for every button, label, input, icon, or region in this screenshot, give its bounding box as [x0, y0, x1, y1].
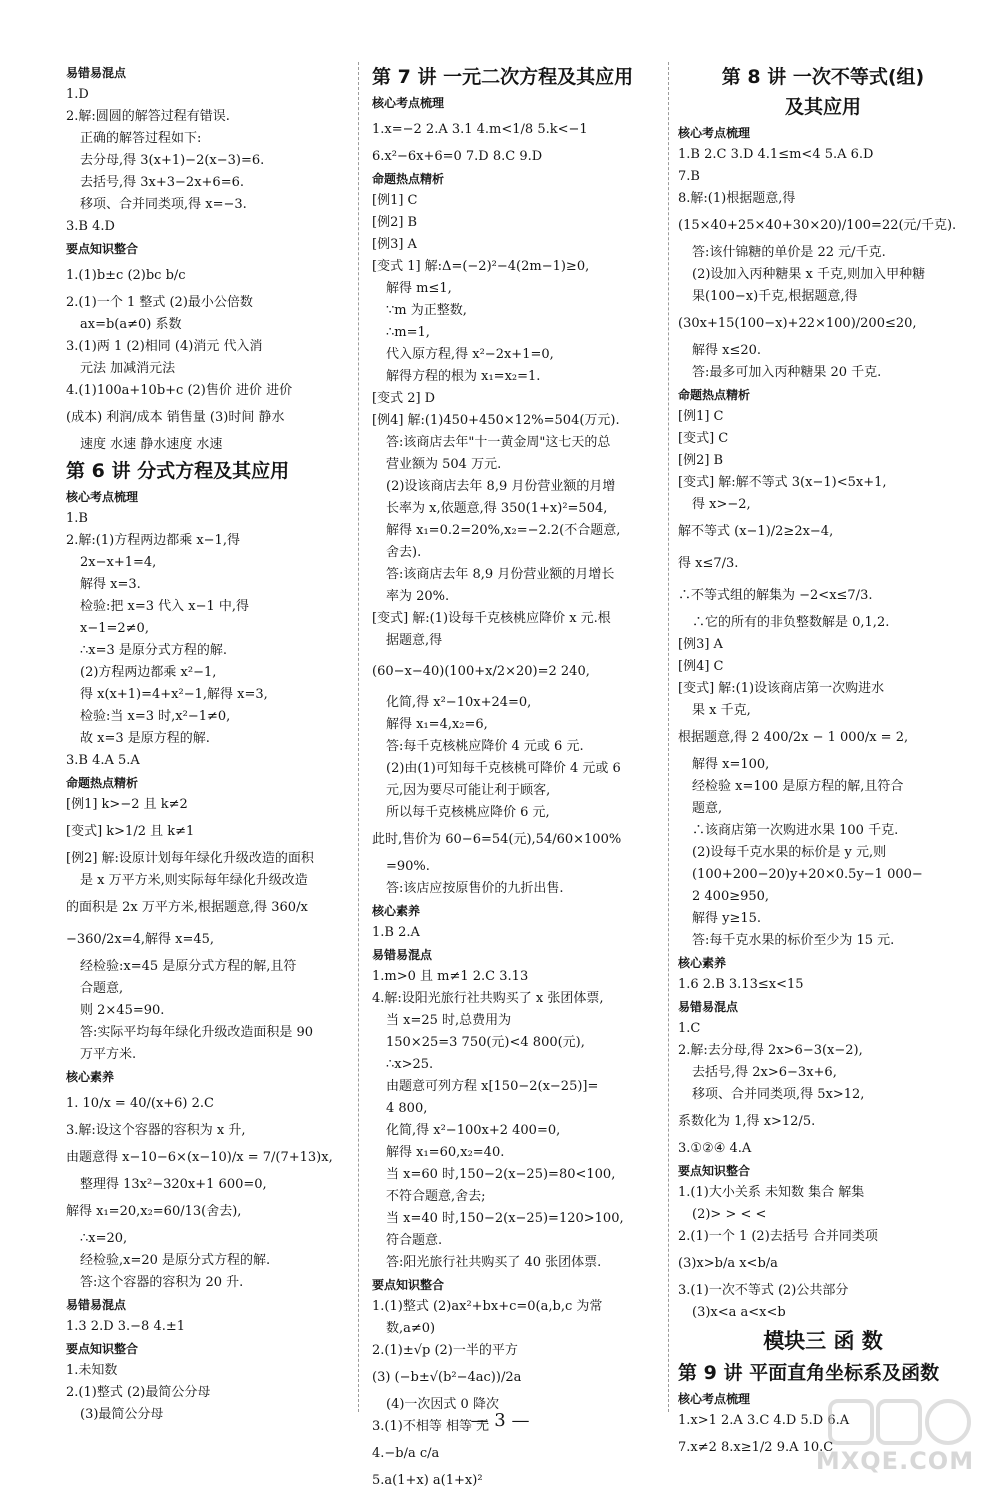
- answer-line: 2.解:圆圆的解答过程有错误.: [66, 109, 230, 124]
- answer-line: 舍去).: [386, 545, 422, 560]
- section-heading: 核心素养: [372, 904, 421, 918]
- lecture-title: 第 6 讲 分式方程及其应用: [66, 460, 290, 482]
- answer-line: 1.x>1 2.A 3.C 4.D 5.D 6.A: [678, 1413, 850, 1428]
- answer-line: 检验:把 x=3 代入 x−1 中,得: [80, 599, 250, 614]
- watermark-icon: [800, 1395, 990, 1451]
- lecture-title: 第 8 讲 一次不等式(组): [721, 66, 925, 88]
- answer-line: (100+200−20)y+20×0.5y−1 000−: [692, 867, 923, 882]
- answer-line: 由题意可列方程 x[150−2(x−25)]=: [386, 1079, 599, 1094]
- answer-line: 解得 x₁=0.2=20%,x₂=−2.2(不合题意,: [386, 523, 621, 538]
- answer-line: 1.(1)b±c (2)bc b/c: [66, 268, 186, 283]
- answer-line: [例1] C: [678, 409, 724, 424]
- answer-line: (2)设每千克水果的标价是 y 元,则: [692, 845, 887, 860]
- answer-line: 答:实际平均每年绿化升级改造面积是 90: [80, 1025, 314, 1040]
- answer-line: 化简,得 x²−10x+24=0,: [386, 695, 532, 710]
- answer-line: ∵m 为正整数,: [386, 303, 467, 318]
- answer-line: 检验:当 x=3 时,x²−1≠0,: [80, 709, 231, 724]
- answer-line: ∴x>25.: [386, 1057, 434, 1072]
- right-column: [678, 62, 968, 1464]
- answer-line: 此时,售价为 60−6=54(元),54/60×100%: [372, 832, 622, 847]
- answer-line: 1.B: [66, 511, 88, 526]
- lecture-title: 第 7 讲 一元二次方程及其应用: [372, 66, 634, 88]
- module-title: 模块三 函 数: [763, 1329, 883, 1353]
- answer-line: 元法 加减消元法: [80, 361, 176, 376]
- answer-line: 果 x 千克,: [692, 703, 751, 718]
- answer-line: [例4] 解:(1)450+450×12%=504(万元).: [372, 413, 620, 428]
- answer-line: 2.(1)一个 1 (2)去括号 合并同类项: [678, 1229, 878, 1244]
- answer-line: (3)x>b/a x<b/a: [678, 1256, 778, 1271]
- lecture-title: 及其应用: [784, 96, 861, 118]
- answer-line: 3.(1)两 1 (2)相同 (4)消元 代入消: [66, 339, 263, 354]
- answer-line: 果(100−x)千克,根据题意,得: [692, 289, 858, 304]
- answer-line: 经检验 x=100 是原方程的解,且符合: [692, 779, 904, 794]
- answer-line: 当 x=40 时,150−2(x−25)=120>100,: [386, 1211, 624, 1226]
- answer-line: 3.①②④ 4.A: [678, 1141, 752, 1156]
- section-heading: 易错易混点: [66, 66, 127, 80]
- answer-line: (3)x<a a<x<b: [692, 1305, 786, 1320]
- answer-line: 得 x>−2,: [692, 497, 751, 512]
- answer-line: 根据题意,得 2 400/2x − 1 000/x = 2,: [678, 730, 909, 745]
- answer-line: 代入原方程,得 x²−2x+1=0,: [386, 347, 554, 362]
- answer-line: 是 x 万平方米,则实际每年绿化升级改造: [80, 873, 308, 888]
- answer-line: 3.B 4.A 5.A: [66, 753, 140, 768]
- answer-line: (15×40+25×40+30×20)/100=22(元/千克).: [678, 218, 957, 233]
- section-heading: 要点知识整合: [372, 1278, 445, 1292]
- answer-line: ax=b(a≠0) 系数: [80, 317, 182, 332]
- answer-line: (2)方程两边都乘 x²−1,: [80, 665, 217, 680]
- answer-line: 解得 x=100,: [692, 757, 770, 772]
- answer-line: (60−x−40)(100+x/2×20)=2 240,: [372, 664, 590, 679]
- lecture-title: 第 9 讲 平面直角坐标系及函数: [678, 1362, 940, 1384]
- answer-line: 由题意得 x−10−6×(x−10)/x = 7/(7+13)x,: [66, 1150, 333, 1165]
- answer-line: 得 x(x+1)=4+x²−1,解得 x=3,: [80, 687, 268, 702]
- answer-line: 当 x=60 时,150−2(x−25)=80<100,: [386, 1167, 616, 1182]
- answer-line: 答:该什锦糖的单价是 22 元/千克.: [692, 245, 886, 260]
- answer-line: ∴不等式组的解集为 −2<x≤7/3.: [678, 588, 873, 603]
- column-divider: [668, 62, 669, 1412]
- answer-line: 移项、合并同类项,得 x=−3.: [80, 197, 247, 212]
- answer-line: 2.解:(1)方程两边都乘 x−1,得: [66, 533, 240, 548]
- answer-line: 去括号,得 2x>6−3x+6,: [692, 1065, 837, 1080]
- answer-line: (30x+15(100−x)+22×100)/200≤20,: [678, 316, 917, 331]
- answer-line: 答:每千克水果的标价至少为 15 元.: [692, 933, 895, 948]
- answer-line: 1.m>0 且 m≠1 2.C 3.13: [372, 969, 529, 984]
- answer-line: 1.x=−2 2.A 3.1 4.m<1/8 5.k<−1: [372, 122, 588, 137]
- answer-line: −360/2x=4,解得 x=45,: [66, 932, 215, 947]
- answer-line: [变式] 解:(1)设该商店第一次购进水: [678, 681, 885, 696]
- answer-line: 1. 10/x = 40/(x+6) 2.C: [66, 1096, 214, 1111]
- answer-line: 答:阳光旅行社共购买了 40 张团体票.: [386, 1255, 602, 1270]
- section-heading: 要点知识整合: [66, 242, 139, 256]
- answer-line: 合题意,: [80, 981, 124, 996]
- answer-line: 1.(1)整式 (2)ax²+bx+c=0(a,b,c 为常: [372, 1299, 603, 1314]
- answer-line: 3.(1)不相等 相等 无: [372, 1419, 490, 1434]
- answer-line: 移项、合并同类项,得 5x>12,: [692, 1087, 865, 1102]
- answer-line: [例3] A: [372, 237, 417, 252]
- section-heading: 易错易混点: [66, 1298, 127, 1312]
- answer-line: 答:每千克核桃应降价 4 元或 6 元.: [386, 739, 584, 754]
- answer-line: [例1] k>−2 且 k≠2: [66, 797, 188, 812]
- answer-line: 不符合题意,舍去;: [386, 1189, 486, 1204]
- answer-line: ∴x=20,: [80, 1231, 128, 1246]
- answer-line: 1.3 2.D 3.−8 4.±1: [66, 1319, 186, 1334]
- answer-line: 3.B 4.D: [66, 219, 115, 234]
- answer-line: 4.(1)100a+10b+c (2)售价 进价 进价: [66, 383, 293, 398]
- section-heading: 命题热点精析: [678, 388, 751, 402]
- section-heading: 要点知识整合: [678, 1164, 751, 1178]
- answer-line: 题意,: [692, 801, 723, 816]
- answer-line: 去括号,得 3x+3−2x+6=6.: [80, 175, 244, 190]
- watermark-logo: [800, 1395, 990, 1475]
- answer-line: 1.B 2.A: [372, 925, 420, 940]
- section-heading: 核心考点梳理: [678, 126, 751, 140]
- answer-line: 8.解:(1)根据题意,得: [678, 191, 796, 206]
- answer-line: 6.x²−6x+6=0 7.D 8.C 9.D: [372, 149, 543, 164]
- left-column: [66, 62, 346, 1426]
- answer-line: ∴该商店第一次购进水果 100 千克.: [692, 823, 899, 838]
- answer-line: 3.解:设这个容器的容积为 x 升,: [66, 1123, 246, 1138]
- answer-line: 4.−b/a c/a: [372, 1446, 440, 1461]
- answer-line: 答:该商店去年 8,9 月份营业额的月增长: [386, 567, 615, 582]
- answer-line: (成本) 利润/成本 销售量 (3)时间 静水: [66, 410, 285, 425]
- section-heading: 要点知识整合: [66, 1342, 139, 1356]
- answer-line: x−1=2≠0,: [80, 621, 149, 636]
- answer-line: [变式 1] 解:Δ=(−2)²−4(2m−1)≥0,: [372, 259, 590, 274]
- answer-line: 化简,得 x²−100x+2 400=0,: [386, 1123, 561, 1138]
- answer-line: [变式] k>1/2 且 k≠1: [66, 824, 195, 839]
- answer-line: 速度 水速 静水速度 水速: [80, 437, 223, 452]
- answer-line: 2x−x+1=4,: [80, 555, 157, 570]
- answer-line: 2.(1)±√p (2)一半的平方: [372, 1343, 518, 1358]
- answer-line: 1.B 2.C 3.D 4.1≤m<4 5.A 6.D: [678, 147, 874, 162]
- answer-line: 2.解:去分母,得 2x>6−3(x−2),: [678, 1043, 863, 1058]
- answer-line: (2)> > < <: [692, 1207, 767, 1222]
- answer-line: 2.(1)一个 1 整式 (2)最小公倍数: [66, 295, 253, 310]
- section-heading: 易错易混点: [372, 948, 433, 962]
- answer-line: 7.B: [678, 169, 700, 184]
- answer-line: 5.a(1+x) a(1+x)²: [372, 1473, 483, 1488]
- answer-line: 解得方程的根为 x₁=x₂=1.: [386, 369, 541, 384]
- answer-line: 答:这个容器的容积为 20 升.: [80, 1275, 244, 1290]
- answer-line: [例2] 解:设原计划每年绿化升级改造的面积: [66, 851, 314, 866]
- answer-line: 1.D: [66, 87, 89, 102]
- answer-line: [变式] 解:(1)设每千克核桃应降价 x 元.根: [372, 611, 611, 626]
- middle-column: [372, 62, 660, 1492]
- answer-line: 4 800,: [386, 1101, 428, 1116]
- answer-line: (4)一次因式 0 降次: [386, 1397, 499, 1412]
- answer-line: 答:该店应按原售价的九折出售.: [386, 881, 564, 896]
- answer-line: 解不等式 (x−1)/2≥2x−4,: [678, 524, 834, 539]
- answer-line: ∴x=3 是原分式方程的解.: [80, 643, 228, 658]
- section-heading: 命题热点精析: [372, 172, 445, 186]
- answer-line: ∴m=1,: [386, 325, 430, 340]
- section-heading: 核心素养: [66, 1070, 115, 1084]
- answer-line: (3)最简公分母: [80, 1407, 164, 1422]
- answer-line: [变式 2] D: [372, 391, 436, 406]
- answer-line: 1.未知数: [66, 1363, 118, 1378]
- watermark-text: MXQE.COM: [815, 1447, 975, 1475]
- answer-line: [变式] C: [678, 431, 729, 446]
- answer-line: 系数化为 1,得 x>12/5.: [678, 1114, 816, 1129]
- answer-line: 经检验,x=20 是原分式方程的解.: [80, 1253, 271, 1268]
- answer-line: 1.6 2.B 3.13≤x<15: [678, 977, 804, 992]
- answer-line: 去分母,得 3(x+1)−2(x−3)=6.: [80, 153, 265, 168]
- answer-line: 解得 x₁=60,x₂=40.: [386, 1145, 505, 1160]
- answer-line: (2)由(1)可知每千克核桃可降价 4 元或 6: [386, 761, 621, 776]
- answer-line: 答:该商店去年"十一黄金周"这七天的总: [386, 435, 611, 450]
- answer-line: 则 2×45=90.: [80, 1003, 165, 1018]
- answer-line: 营业额为 504 万元.: [386, 457, 502, 472]
- answer-line: 4.解:设阳光旅行社共购买了 x 张团体票,: [372, 991, 604, 1006]
- answer-line: [例4] C: [678, 659, 724, 674]
- page-number: — 3 —: [470, 1410, 530, 1431]
- column-divider: [358, 62, 359, 1412]
- answer-line: 正确的解答过程如下:: [80, 131, 202, 146]
- answer-line: [例2] B: [678, 453, 724, 468]
- answer-line: 解得 x₁=4,x₂=6,: [386, 717, 488, 732]
- answer-line: 长率为 x,依题意,得 350(1+x)²=504,: [386, 501, 608, 516]
- answer-line: =90%.: [386, 859, 430, 874]
- answer-line: 元,因为要尽可能让利于顾客,: [386, 783, 551, 798]
- answer-line: ∴它的所有的非负整数解是 0,1,2.: [692, 615, 890, 630]
- answer-line: 150×25=3 750(元)<4 800(元),: [386, 1035, 585, 1050]
- answer-line: (2)设加入丙种糖果 x 千克,则加入甲种糖: [692, 267, 926, 282]
- answer-line: 得 x≤7/3.: [678, 556, 739, 571]
- answer-line: [例3] A: [678, 637, 723, 652]
- answer-line: 解得 x≤20.: [692, 343, 762, 358]
- answer-line: [例1] C: [372, 193, 418, 208]
- answer-line: (2)设该商店去年 8,9 月份营业额的月增: [386, 479, 616, 494]
- answer-line: 1.(1)大小关系 未知数 集合 解集: [678, 1185, 865, 1200]
- answer-line: 7.x≠2 8.x≥1/2 9.A 10.C: [678, 1440, 834, 1455]
- answer-line: 率为 20%.: [386, 589, 450, 604]
- answer-line: [变式] 解:解不等式 3(x−1)<5x+1,: [678, 475, 887, 490]
- answer-line: 解得 y≥15.: [692, 911, 762, 926]
- answer-line: (3) (−b±√(b²−4ac))/2a: [372, 1370, 522, 1385]
- answer-line: 解得 x₁=20,x₂=60/13(舍去),: [66, 1204, 242, 1219]
- answer-line: 故 x=3 是原方程的解.: [80, 731, 210, 746]
- answer-line: 答:最多可加入丙种糖果 20 千克.: [692, 365, 882, 380]
- section-heading: 核心考点梳理: [372, 96, 445, 110]
- answer-line: 数,a≠0): [386, 1321, 436, 1336]
- answer-line: 3.(1)一次不等式 (2)公共部分: [678, 1283, 849, 1298]
- answer-line: 经检验:x=45 是原分式方程的解,且符: [80, 959, 297, 974]
- section-heading: 命题热点精析: [66, 776, 139, 790]
- answer-line: 解得 m≤1,: [386, 281, 452, 296]
- answer-line: 整理得 13x²−320x+1 600=0,: [80, 1177, 267, 1192]
- section-heading: 易错易混点: [678, 1000, 739, 1014]
- answer-line: 2 400≥950,: [692, 889, 770, 904]
- answer-line: 当 x=25 时,总费用为: [386, 1013, 512, 1028]
- answer-line: 万平方米.: [80, 1047, 137, 1062]
- answer-line: 的面积是 2x 万平方米,根据题意,得 360/x: [66, 900, 308, 915]
- answer-line: 符合题意.: [386, 1233, 443, 1248]
- section-heading: 核心素养: [678, 956, 727, 970]
- answer-line: 解得 x=3.: [80, 577, 141, 592]
- answer-line: 1.C: [678, 1021, 701, 1036]
- section-heading: 核心考点梳理: [678, 1392, 751, 1406]
- answer-line: 2.(1)整式 (2)最简公分母: [66, 1385, 211, 1400]
- answer-line: [例2] B: [372, 215, 418, 230]
- answer-line: 据题意,得: [386, 633, 443, 648]
- answer-line: 所以每千克核桃应降价 6 元,: [386, 805, 550, 820]
- section-heading: 核心考点梳理: [66, 490, 139, 504]
